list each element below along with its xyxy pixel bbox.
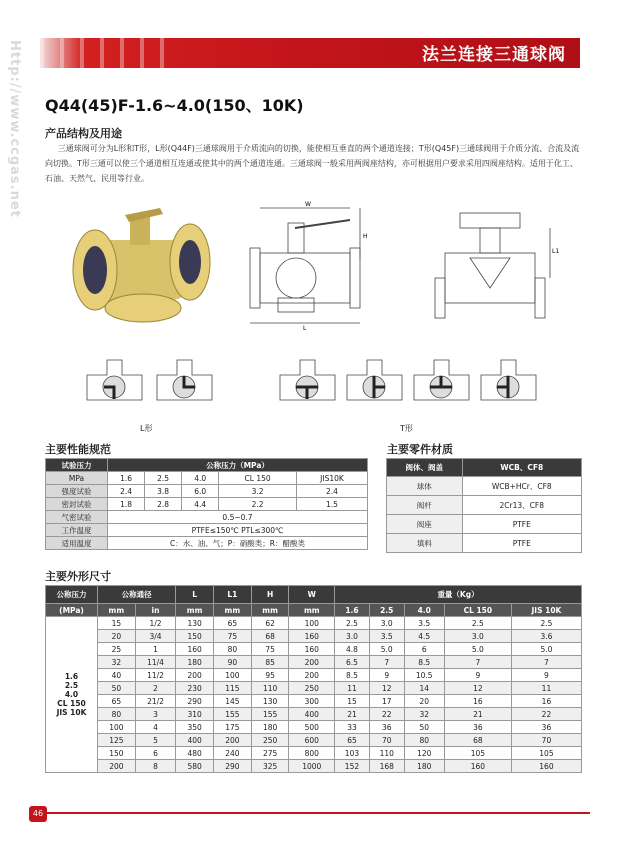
footer-line	[30, 812, 590, 814]
perf-cell: 1.5	[296, 498, 367, 511]
dim-cell: 65	[213, 617, 251, 630]
dim-cell: 85	[251, 656, 289, 669]
dim-subheader: JIS 10K	[511, 604, 581, 617]
dim-cell: 22	[511, 708, 581, 721]
dim-cell: 8	[135, 760, 175, 773]
label-t-type: T形	[400, 424, 413, 433]
mat-row	[387, 534, 582, 553]
dim-cell: 36	[511, 721, 581, 734]
table-row	[46, 747, 582, 760]
mat-cell: 2Cr13、CF8	[462, 496, 581, 515]
mat-h1: 阀体、阀盖	[387, 459, 463, 477]
dim-cell: 180	[404, 760, 444, 773]
table-row	[46, 643, 582, 656]
mat-row	[387, 515, 582, 534]
dim-cell: 12	[444, 682, 511, 695]
banner-decoration	[40, 38, 170, 68]
dim-subheader: mm	[98, 604, 136, 617]
pressure-value: CL 150	[57, 699, 86, 708]
perf-cell: JIS10K	[296, 472, 367, 485]
dim-cell: 240	[213, 747, 251, 760]
mat-cell: 填料	[387, 534, 463, 553]
dim-cell: 2.5	[335, 617, 370, 630]
dim-cell: 15	[98, 617, 136, 630]
valve-photo	[65, 200, 215, 330]
dim-subheader: 1.6	[335, 604, 370, 617]
dim-cell: 500	[289, 721, 335, 734]
mat-row	[387, 477, 582, 496]
dim-cell: 10.5	[404, 669, 444, 682]
dim-cell: 3.5	[404, 617, 444, 630]
dim-header: H	[251, 586, 289, 604]
section-materials: 主要零件材质	[387, 443, 453, 456]
dim-subheader: mm	[289, 604, 335, 617]
dim-cell: 2.5	[511, 617, 581, 630]
dim-cell: 16	[444, 695, 511, 708]
table-row	[46, 669, 582, 682]
performance-table	[45, 458, 368, 550]
dim-cell: 5.0	[369, 643, 404, 656]
dim-cell: 160	[289, 630, 335, 643]
perf-cell: 4.4	[182, 498, 219, 511]
dim-subheader: CL 150	[444, 604, 511, 617]
dim-cell: 8.5	[335, 669, 370, 682]
dim-cell: 160	[444, 760, 511, 773]
dim-cell: 15	[335, 695, 370, 708]
sidebar-url: Http://www.ccgas.net	[7, 40, 22, 218]
description: 三通球阀可分为L形和T形，L形(Q44F)三通球阀用于介质流向的切换，能使相互垂直的两个通道连接；T形(Q45F)三通球阀用于介质分流、合流及流向切换。T形三通可以使三个通道相互连通或使其中的两个通道连通。三通球阀一般采用两阀座结构，亦可根据用户要求采用四阀座结构。适用于化工、石油、天然气、民用等行业。	[45, 144, 580, 183]
dim-cell: 3/4	[135, 630, 175, 643]
dim-header: W	[289, 586, 335, 604]
dim-cell: 65	[335, 734, 370, 747]
perf-cell: 2.2	[219, 498, 297, 511]
dim-cell: 21	[444, 708, 511, 721]
dim-subheader: 2.5	[369, 604, 404, 617]
dim-cell: 200	[289, 656, 335, 669]
dim-cell: 20	[98, 630, 136, 643]
dim-cell: 152	[335, 760, 370, 773]
dim-cell: 168	[369, 760, 404, 773]
dim-subheader: (MPa)	[46, 604, 98, 617]
dim-cell: 400	[289, 708, 335, 721]
perf-cell: 2.4	[108, 485, 145, 498]
dim-cell: 4	[135, 721, 175, 734]
dim-header: 公称通径	[98, 586, 176, 604]
schematic-t-type	[275, 355, 540, 417]
dim-cell: 62	[251, 617, 289, 630]
dim-cell: 100	[98, 721, 136, 734]
perf-cell: 0.5~0.7	[108, 511, 368, 524]
dim-cell: 120	[404, 747, 444, 760]
dim-cell: 3	[135, 708, 175, 721]
dim-cell: 65	[98, 695, 136, 708]
dim-cell: 200	[98, 760, 136, 773]
dim-cell: 105	[511, 747, 581, 760]
dim-cell: 200	[213, 734, 251, 747]
dim-cell: 33	[335, 721, 370, 734]
dim-cell: 11/2	[135, 669, 175, 682]
pressure-value: 1.6	[64, 672, 79, 681]
dim-cell: 480	[176, 747, 214, 760]
dim-cell: 5.0	[511, 643, 581, 656]
mat-cell: PTFE	[462, 515, 581, 534]
mat-cell: PTFE	[462, 534, 581, 553]
dim-cell: 200	[289, 669, 335, 682]
perf-row	[46, 498, 368, 511]
dim-subheader: mm	[176, 604, 214, 617]
pressure-value: JIS 10K	[56, 708, 87, 717]
dim-cell: 3.5	[369, 630, 404, 643]
dim-cell: 5	[135, 734, 175, 747]
label-l-type: L形	[140, 424, 153, 433]
dim-cell: 22	[369, 708, 404, 721]
dim-cell: 50	[404, 721, 444, 734]
dim-cell: 75	[213, 630, 251, 643]
mat-cell: WCB+HCr、CF8	[462, 477, 581, 496]
dim-cell: 2.5	[444, 617, 511, 630]
dim-cell: 75	[251, 643, 289, 656]
dim-l1: L1	[552, 248, 560, 255]
dim-cell: 80	[404, 734, 444, 747]
dim-subheader: mm	[251, 604, 289, 617]
dim-cell: 2	[135, 682, 175, 695]
dim-cell: 20	[404, 695, 444, 708]
dim-cell: 9	[511, 669, 581, 682]
dim-cell: 250	[289, 682, 335, 695]
dim-cell: 150	[176, 630, 214, 643]
dim-cell: 160	[176, 643, 214, 656]
banner-title: 法兰连接三通球阀	[422, 45, 566, 65]
table-row	[46, 708, 582, 721]
section-dimensions: 主要外形尺寸	[45, 570, 111, 583]
dim-cell: 9	[444, 669, 511, 682]
dim-cell: 115	[213, 682, 251, 695]
dim-cell: 95	[251, 669, 289, 682]
dim-cell: 230	[176, 682, 214, 695]
dim-cell: 32	[98, 656, 136, 669]
dim-cell: 14	[404, 682, 444, 695]
dim-cell: 11	[511, 682, 581, 695]
dim-header: 重量（Kg）	[335, 586, 582, 604]
dim-cell: 12	[369, 682, 404, 695]
dim-cell: 11/4	[135, 656, 175, 669]
section-structure: 产品结构及用途	[45, 127, 122, 140]
perf-cell: 气密试验	[46, 511, 108, 524]
dim-cell: 21	[335, 708, 370, 721]
dim-cell: 580	[176, 760, 214, 773]
dim-subheader: mm	[213, 604, 251, 617]
perf-cell: CL 150	[219, 472, 297, 485]
mat-row	[387, 496, 582, 515]
perf-cell: 1.6	[108, 472, 145, 485]
perf-cell: 6.0	[182, 485, 219, 498]
dim-cell: 11	[335, 682, 370, 695]
table-row	[46, 656, 582, 669]
dim-cell: 350	[176, 721, 214, 734]
dim-cell: 80	[98, 708, 136, 721]
dim-cell: 200	[176, 669, 214, 682]
dim-cell: 36	[369, 721, 404, 734]
pressure-value: 2.5	[64, 681, 79, 690]
perf-cell: PTFE≤150℃ PTL≤300℃	[108, 524, 368, 537]
dim-header: L1	[213, 586, 251, 604]
perf-cell: 适用温度	[46, 537, 108, 550]
perf-cell: 强度试验	[46, 485, 108, 498]
perf-cell: 工作温度	[46, 524, 108, 537]
table-row	[46, 630, 582, 643]
dim-cell: 36	[444, 721, 511, 734]
perf-cell: 1.8	[108, 498, 145, 511]
dim-cell: 180	[176, 656, 214, 669]
dim-cell: 160	[511, 760, 581, 773]
perf-cell: 3.8	[145, 485, 182, 498]
dim-cell: 130	[251, 695, 289, 708]
perf-row	[46, 524, 368, 537]
dim-cell: 50	[98, 682, 136, 695]
dim-cell: 100	[213, 669, 251, 682]
dim-cell: 3.0	[444, 630, 511, 643]
dim-cell: 130	[176, 617, 214, 630]
dim-cell: 325	[251, 760, 289, 773]
dim-cell: 160	[289, 643, 335, 656]
valve-drawing-front	[240, 198, 370, 333]
dim-cell: 145	[213, 695, 251, 708]
dim-subheader: in	[135, 604, 175, 617]
dim-cell: 7	[444, 656, 511, 669]
dim-cell: 6	[404, 643, 444, 656]
schematic-l-type	[82, 355, 222, 417]
dim-cell: 68	[444, 734, 511, 747]
dim-cell: 6.5	[335, 656, 370, 669]
perf-h2: 公称压力（MPa）	[108, 459, 368, 472]
dim-cell: 3.0	[335, 630, 370, 643]
dim-cell: 7	[511, 656, 581, 669]
table-row	[46, 760, 582, 773]
pressure-value: 4.0	[64, 690, 79, 699]
dim-l: L	[303, 325, 307, 332]
page-number: 46	[29, 806, 47, 822]
dim-cell: 125	[98, 734, 136, 747]
dim-cell: 40	[98, 669, 136, 682]
dim-cell: 80	[213, 643, 251, 656]
perf-row	[46, 537, 368, 550]
model-title: Q44(45)F-1.6~4.0(150、10K)	[45, 96, 304, 115]
dim-cell: 32	[404, 708, 444, 721]
dim-cell: 103	[335, 747, 370, 760]
perf-cell: 密封试验	[46, 498, 108, 511]
table-row	[46, 721, 582, 734]
dim-cell: 4.5	[404, 630, 444, 643]
dim-cell: 150	[98, 747, 136, 760]
dim-cell: 600	[289, 734, 335, 747]
table-row	[46, 734, 582, 747]
dim-cell: 21/2	[135, 695, 175, 708]
perf-h1: 试验压力	[46, 459, 108, 472]
dim-cell: 7	[369, 656, 404, 669]
dim-cell: 1/2	[135, 617, 175, 630]
dim-cell: 250	[251, 734, 289, 747]
dim-cell: 110	[251, 682, 289, 695]
dim-cell: 290	[213, 760, 251, 773]
dim-cell: 70	[369, 734, 404, 747]
table-row	[46, 695, 582, 708]
dim-cell: 110	[369, 747, 404, 760]
dim-cell: 3.0	[369, 617, 404, 630]
perf-cell: MPa	[46, 472, 108, 485]
dim-cell: 5.0	[444, 643, 511, 656]
dim-cell: 300	[289, 695, 335, 708]
perf-row	[46, 472, 368, 485]
mat-h2: WCB、CF8	[462, 459, 581, 477]
dim-cell: 400	[176, 734, 214, 747]
dimensions-table	[45, 585, 582, 773]
dim-cell: 1000	[289, 760, 335, 773]
pressure-cell	[46, 617, 98, 773]
dim-cell: 175	[213, 721, 251, 734]
mat-cell: 球体	[387, 477, 463, 496]
dim-cell: 180	[251, 721, 289, 734]
perf-row	[46, 485, 368, 498]
perf-cell: C：水、油、气；P：硝酸类；R：醋酸类	[108, 537, 368, 550]
table-row	[46, 617, 582, 630]
perf-cell: 2.4	[296, 485, 367, 498]
dim-cell: 800	[289, 747, 335, 760]
section-performance: 主要性能规范	[45, 443, 111, 456]
dim-cell: 68	[251, 630, 289, 643]
valve-drawing-side	[420, 198, 560, 333]
perf-cell: 4.0	[182, 472, 219, 485]
table-row	[46, 682, 582, 695]
dim-w: W	[305, 201, 311, 208]
dim-cell: 25	[98, 643, 136, 656]
mat-cell: 阀座	[387, 515, 463, 534]
dim-cell: 17	[369, 695, 404, 708]
dim-cell: 155	[251, 708, 289, 721]
dim-cell: 16	[511, 695, 581, 708]
mat-cell: 阀杆	[387, 496, 463, 515]
dim-cell: 100	[289, 617, 335, 630]
perf-cell: 2.8	[145, 498, 182, 511]
dim-header: 公称压力	[46, 586, 98, 604]
dim-cell: 310	[176, 708, 214, 721]
perf-row	[46, 511, 368, 524]
dim-cell: 155	[213, 708, 251, 721]
dim-cell: 90	[213, 656, 251, 669]
dim-subheader: 4.0	[404, 604, 444, 617]
dim-cell: 290	[176, 695, 214, 708]
dim-cell: 6	[135, 747, 175, 760]
dim-cell: 275	[251, 747, 289, 760]
dim-header: L	[176, 586, 214, 604]
dim-cell: 4.8	[335, 643, 370, 656]
dim-cell: 70	[511, 734, 581, 747]
dim-cell: 9	[369, 669, 404, 682]
dim-cell: 1	[135, 643, 175, 656]
materials-table	[386, 458, 582, 553]
dim-cell: 3.6	[511, 630, 581, 643]
perf-cell: 2.5	[145, 472, 182, 485]
dim-cell: 105	[444, 747, 511, 760]
dim-h: H	[363, 233, 368, 240]
perf-cell: 3.2	[219, 485, 297, 498]
dim-cell: 8.5	[404, 656, 444, 669]
